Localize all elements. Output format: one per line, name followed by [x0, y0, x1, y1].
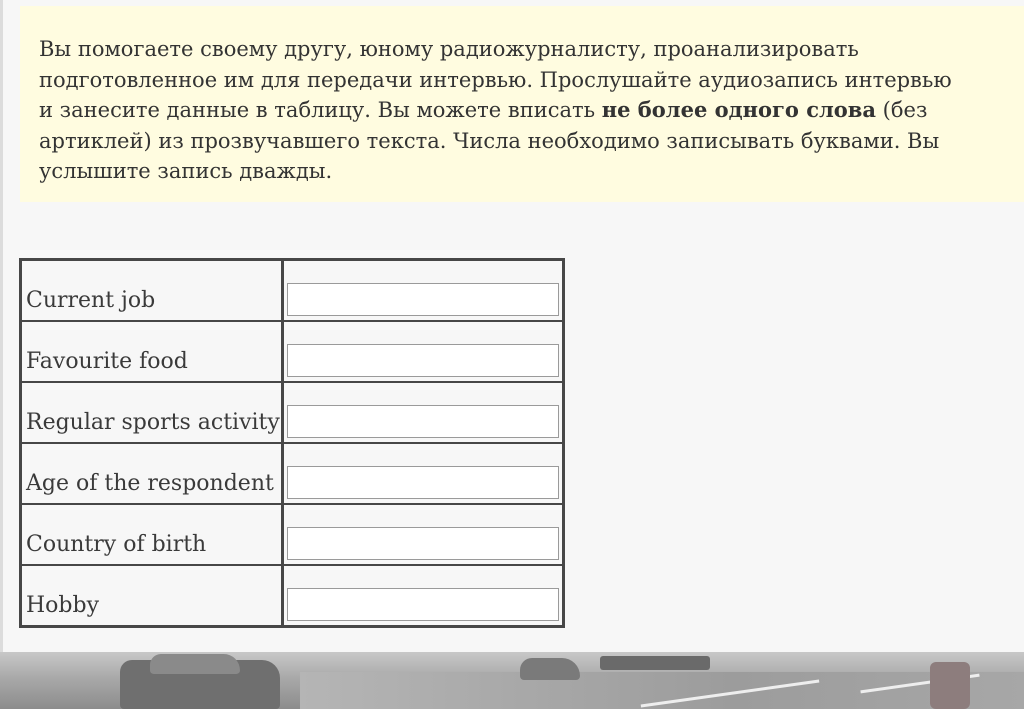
hobby-input[interactable]: [287, 588, 559, 621]
table-row: [21, 382, 563, 443]
row-field-cell: [283, 382, 563, 443]
current-job-input[interactable]: [287, 283, 559, 316]
table-row: [21, 321, 563, 382]
car-window: [150, 654, 240, 674]
instructions-line-4: артиклей) из прозвучавшего текста. Числа необходимо записывать буквами. Вы: [39, 128, 940, 153]
task-instructions: [20, 6, 1024, 202]
word-limit-emphasis: не более одного слова: [601, 97, 876, 122]
instructions-line-3-start: и занесите данные в таблицу. Вы можете вписать: [39, 98, 602, 122]
instructions-line-3-end: (без: [876, 98, 928, 122]
instructions-line-2: подготовленное им для передачи интервью. Прослушайте аудиозапись интервью: [39, 67, 952, 92]
distant-vehicle: [600, 656, 710, 670]
background-street-photo: [0, 652, 1024, 709]
row-label-current-job: Current job: [21, 260, 283, 321]
row-label-regular-sports-activity: Regular sports activity: [21, 382, 283, 443]
country-of-birth-input[interactable]: [287, 527, 559, 560]
instructions-line-3: [39, 95, 1024, 126]
distant-car: [520, 658, 580, 680]
row-label-hobby: Hobby: [21, 565, 283, 626]
row-field-cell: [283, 443, 563, 504]
table-row: [21, 443, 563, 504]
instructions-line-1: Вы помогаете своему другу, юному радиожурналисту, проанализировать: [39, 37, 859, 61]
row-field-cell: [283, 565, 563, 626]
age-of-respondent-input[interactable]: [287, 466, 559, 499]
regular-sports-activity-input[interactable]: [287, 405, 559, 438]
row-label-age-of-respondent: Age of the respondent: [21, 443, 283, 504]
page-left-edge: [0, 0, 3, 709]
row-label-country-of-birth: Country of birth: [21, 504, 283, 565]
table-row: [21, 260, 563, 321]
row-field-cell: [283, 260, 563, 321]
table-row: [21, 565, 563, 626]
interview-data-table: [19, 258, 565, 628]
row-field-cell: [283, 321, 563, 382]
row-field-cell: [283, 504, 563, 565]
favourite-food-input[interactable]: [287, 344, 559, 377]
pedestrian: [930, 662, 970, 709]
row-label-favourite-food: Favourite food: [21, 321, 283, 382]
instructions-line-5: услышите запись дважды.: [39, 159, 333, 183]
table-row: [21, 504, 563, 565]
